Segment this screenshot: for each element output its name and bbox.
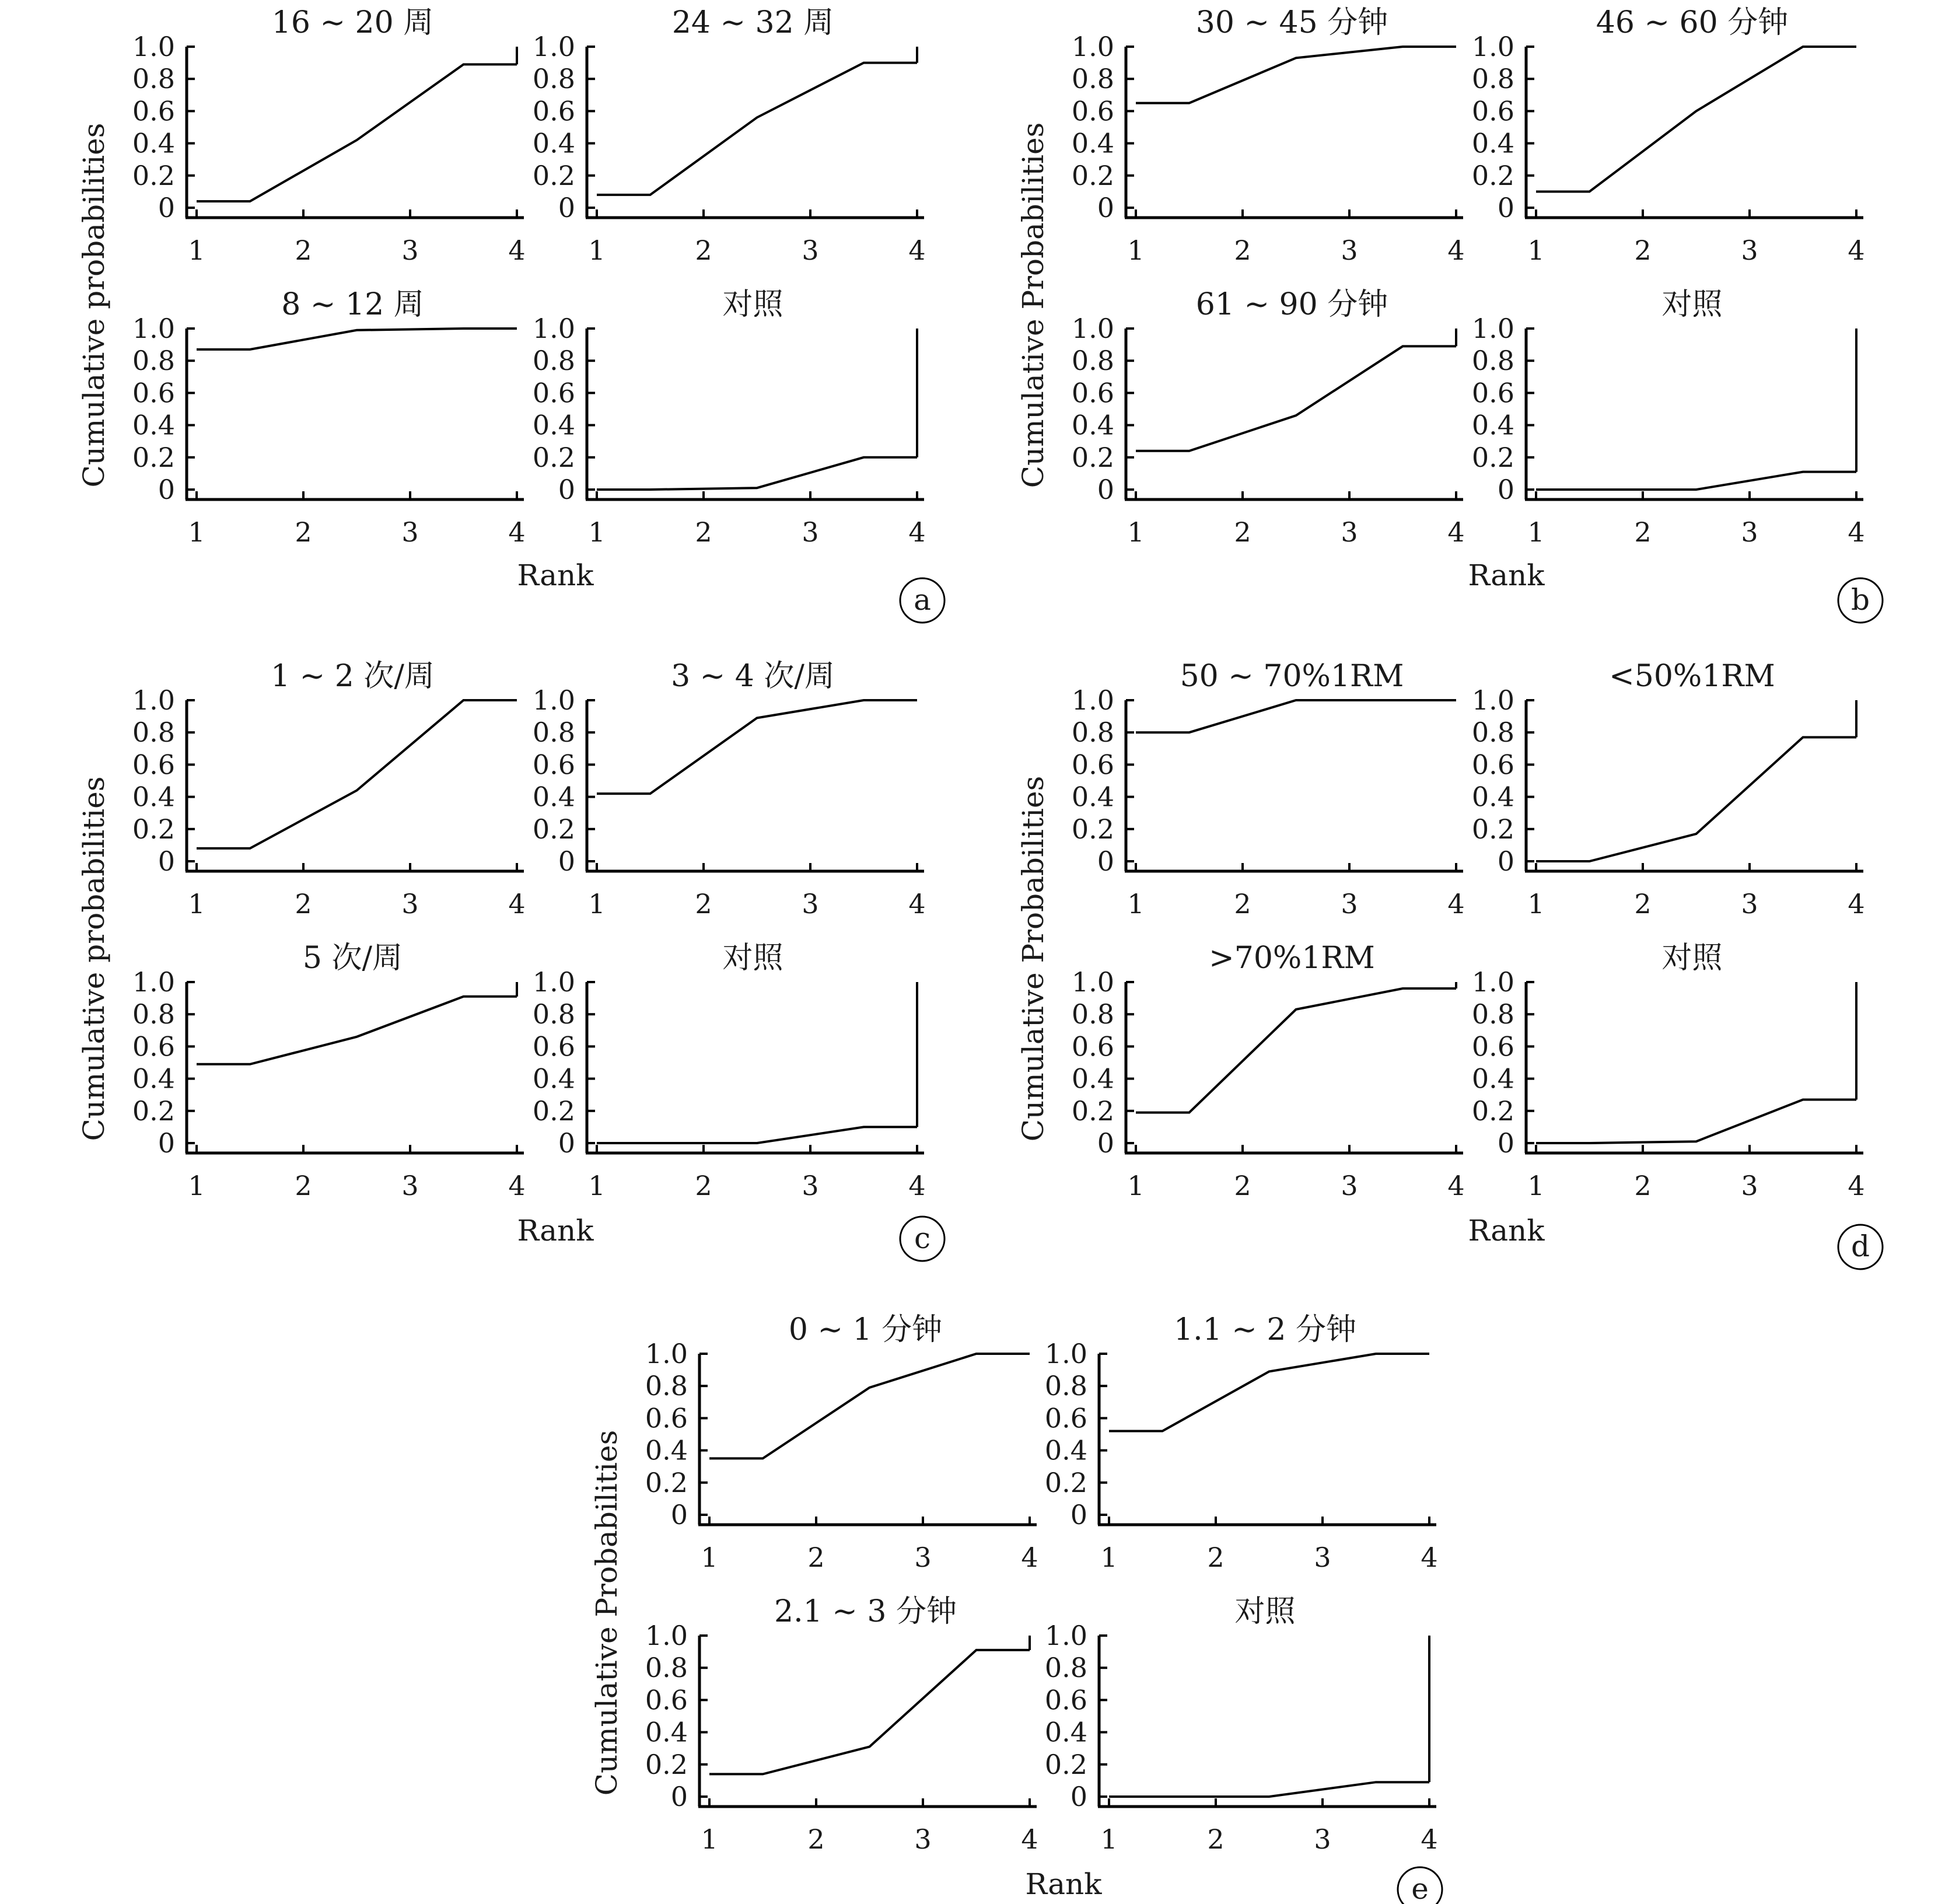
- chart-group-d: [1016, 659, 1883, 1269]
- cumulative-probability-line: [1136, 988, 1456, 1113]
- y-tick-label: 0.8: [1071, 345, 1114, 377]
- panel-d-3: [1072, 941, 1465, 1201]
- cumulative-probability-line: [1536, 47, 1856, 191]
- x-tick-label: 3: [1341, 235, 1358, 266]
- x-tick-label: 3: [401, 516, 419, 548]
- x-tick-label: 1: [188, 1170, 205, 1201]
- y-tick-label: 0.6: [1071, 377, 1114, 409]
- y-tick-label: 0.6: [132, 377, 175, 409]
- panel-title: 61 ~ 90 分钟: [1195, 287, 1388, 322]
- x-tick-label: 2: [295, 888, 312, 920]
- x-tick-label: 2: [695, 516, 712, 548]
- x-tick-label: 1: [1127, 1170, 1145, 1201]
- x-tick-label: 3: [1741, 888, 1758, 920]
- panel-c-1: [132, 659, 526, 920]
- y-tick-label: 0: [158, 474, 175, 505]
- y-tick-label: 0.6: [1471, 95, 1514, 127]
- y-tick-label: 0.6: [132, 1030, 175, 1063]
- x-axis-label: Rank: [1025, 1867, 1102, 1901]
- x-tick-label: 4: [1447, 888, 1465, 920]
- y-tick-label: 0.8: [1471, 63, 1514, 95]
- y-tick-label: 0.4: [645, 1716, 688, 1748]
- y-tick-label: 0.2: [645, 1466, 688, 1498]
- y-tick-label: 0.2: [1071, 1095, 1114, 1127]
- x-tick-label: 4: [908, 516, 926, 548]
- panel-title: 对照: [1661, 941, 1723, 976]
- x-tick-label: 1: [588, 235, 606, 266]
- x-tick-label: 2: [1234, 516, 1251, 548]
- cumulative-probability-line: [597, 1127, 917, 1143]
- x-tick-label: 4: [1447, 1170, 1465, 1201]
- x-axis-label: Rank: [1468, 558, 1545, 592]
- cumulative-probability-line: [197, 329, 517, 350]
- y-tick-label: 0: [1097, 474, 1114, 505]
- cumulative-probability-line: [709, 1354, 1030, 1458]
- y-tick-label: 0.8: [1471, 998, 1514, 1030]
- x-tick-label: 1: [1100, 1823, 1118, 1855]
- y-tick-label: 0.4: [132, 127, 175, 159]
- x-tick-label: 3: [1341, 888, 1358, 920]
- x-tick-label: 3: [401, 235, 419, 266]
- y-tick-label: 0.2: [532, 441, 575, 473]
- y-tick-label: 0.4: [532, 127, 575, 159]
- panel-a-3: [132, 287, 526, 548]
- cumulative-probability-line: [1109, 1782, 1429, 1797]
- y-tick-label: 0.2: [645, 1748, 688, 1780]
- y-tick-label: 0.8: [1071, 998, 1114, 1030]
- panel-title: 1.1 ~ 2 分钟: [1174, 1312, 1356, 1347]
- y-tick-label: 0.2: [1471, 1095, 1514, 1127]
- y-tick-label: 0.4: [1071, 409, 1114, 441]
- x-tick-label: 3: [802, 235, 819, 266]
- x-tick-label: 1: [1527, 235, 1545, 266]
- x-tick-label: 4: [1021, 1823, 1038, 1855]
- y-tick-label: 0.2: [1044, 1748, 1087, 1780]
- panel-letter: d: [1850, 1229, 1870, 1263]
- y-tick-label: 0: [1497, 474, 1514, 505]
- y-tick-label: 0.6: [1071, 749, 1114, 781]
- panel-a-2: [533, 5, 926, 266]
- y-tick-label: 0.6: [1471, 1030, 1514, 1063]
- panel-title: 46 ~ 60 分钟: [1596, 5, 1789, 40]
- x-tick-label: 3: [1741, 516, 1758, 548]
- y-tick-label: 1.0: [645, 1338, 688, 1370]
- y-tick-label: 1.0: [532, 31, 575, 62]
- x-axis-label: Rank: [517, 558, 594, 592]
- x-tick-label: 1: [1127, 235, 1145, 266]
- chart-group-c: [77, 659, 944, 1261]
- x-tick-label: 1: [1527, 888, 1545, 920]
- y-tick-label: 0.2: [1471, 813, 1514, 845]
- y-tick-label: 0.4: [532, 781, 575, 813]
- y-tick-label: 0.6: [532, 95, 575, 127]
- x-tick-label: 4: [1848, 516, 1865, 548]
- x-tick-label: 1: [588, 888, 606, 920]
- y-axis-label: Cumulative probabilities: [77, 776, 111, 1141]
- y-tick-label: 1.0: [1471, 31, 1514, 62]
- y-tick-label: 0: [670, 1499, 688, 1531]
- y-tick-label: 0.4: [1071, 781, 1114, 813]
- x-tick-label: 2: [1634, 516, 1652, 548]
- y-tick-label: 0: [558, 474, 575, 505]
- x-tick-label: 3: [914, 1823, 932, 1855]
- x-tick-label: 2: [295, 516, 312, 548]
- x-tick-label: 2: [1207, 1542, 1225, 1573]
- y-tick-label: 0.4: [1071, 127, 1114, 159]
- x-tick-label: 2: [695, 235, 712, 266]
- x-tick-label: 2: [295, 235, 312, 266]
- y-tick-label: 0.6: [1071, 1030, 1114, 1063]
- y-axis-label: Cumulative probabilities: [77, 123, 111, 488]
- y-tick-label: 0.4: [1044, 1434, 1087, 1466]
- x-tick-label: 3: [1314, 1542, 1331, 1573]
- panel-a-4: [533, 287, 926, 548]
- panel-title: 0 ~ 1 分钟: [788, 1312, 943, 1347]
- y-tick-label: 0.2: [1471, 159, 1514, 191]
- y-tick-label: 0.8: [1071, 63, 1114, 95]
- y-tick-label: 0.4: [1071, 1063, 1114, 1095]
- y-tick-label: 1.0: [132, 31, 175, 62]
- x-tick-label: 2: [1234, 888, 1251, 920]
- panel-title: 2.1 ~ 3 分钟: [774, 1594, 957, 1629]
- panel-e-1: [645, 1312, 1038, 1573]
- panel-title: 30 ~ 45 分钟: [1195, 5, 1388, 40]
- cumulative-probability-line: [1536, 1100, 1856, 1144]
- panel-title: 对照: [722, 287, 783, 322]
- y-tick-label: 0.4: [532, 409, 575, 441]
- x-tick-label: 2: [807, 1542, 825, 1573]
- y-tick-label: 0: [158, 1127, 175, 1159]
- x-axis-label: Rank: [517, 1214, 594, 1248]
- y-tick-label: 0.6: [1071, 95, 1114, 127]
- panel-title: <50%1RM: [1609, 659, 1775, 694]
- y-tick-label: 0.6: [532, 1030, 575, 1063]
- cumulative-probability-line: [597, 700, 917, 794]
- panel-e-2: [1045, 1312, 1438, 1573]
- cumulative-probability-line: [709, 1650, 1030, 1774]
- y-tick-label: 0.2: [1044, 1466, 1087, 1498]
- x-tick-label: 2: [1634, 888, 1652, 920]
- x-tick-label: 4: [508, 1170, 526, 1201]
- x-tick-label: 4: [1447, 516, 1465, 548]
- x-tick-label: 3: [401, 1170, 419, 1201]
- x-tick-label: 2: [807, 1823, 825, 1855]
- panel-d-2: [1472, 659, 1865, 920]
- y-tick-label: 0.4: [1471, 781, 1514, 813]
- y-tick-label: 0.2: [532, 1095, 575, 1127]
- y-tick-label: 0: [1097, 1127, 1114, 1159]
- panel-title: 3 ~ 4 次/周: [671, 659, 835, 694]
- x-tick-label: 3: [401, 888, 419, 920]
- y-tick-label: 0.6: [1471, 377, 1514, 409]
- x-tick-label: 3: [802, 1170, 819, 1201]
- y-tick-label: 0: [1070, 1499, 1087, 1531]
- x-tick-label: 1: [701, 1823, 718, 1855]
- panel-c-2: [533, 659, 926, 920]
- x-tick-label: 4: [908, 235, 926, 266]
- y-axis-label: Cumulative Probabilities: [1016, 775, 1050, 1142]
- panel-d-4: [1472, 941, 1865, 1201]
- panel-c-3: [132, 941, 526, 1201]
- y-tick-label: 0.6: [1471, 749, 1514, 781]
- x-tick-label: 1: [188, 235, 205, 266]
- y-tick-label: 0: [1497, 192, 1514, 223]
- cumulative-probability-line: [1109, 1354, 1429, 1431]
- y-tick-label: 0.4: [532, 1063, 575, 1095]
- x-tick-label: 1: [188, 888, 205, 920]
- panel-letter: e: [1411, 1872, 1429, 1904]
- y-tick-label: 0.4: [132, 409, 175, 441]
- y-tick-label: 0.6: [645, 1402, 688, 1434]
- y-tick-label: 0.4: [645, 1434, 688, 1466]
- x-tick-label: 4: [1447, 235, 1465, 266]
- y-tick-label: 1.0: [1071, 966, 1114, 998]
- y-tick-label: 0.8: [532, 63, 575, 95]
- y-tick-label: 0.6: [1044, 1684, 1087, 1716]
- cumulative-probability-line: [197, 997, 517, 1064]
- y-axis-label: Cumulative Probabilities: [590, 1430, 624, 1796]
- panel-c-4: [533, 941, 926, 1201]
- y-tick-label: 0: [158, 192, 175, 223]
- y-tick-label: 1.0: [132, 684, 175, 716]
- panel-title: 对照: [1661, 287, 1723, 322]
- y-tick-label: 1.0: [532, 966, 575, 998]
- x-tick-label: 1: [1127, 888, 1145, 920]
- y-tick-label: 0.6: [1044, 1402, 1087, 1434]
- x-tick-label: 1: [1527, 1170, 1545, 1201]
- y-tick-label: 0: [670, 1781, 688, 1812]
- y-tick-label: 0: [1497, 1127, 1514, 1159]
- x-tick-label: 1: [1527, 516, 1545, 548]
- y-tick-label: 1.0: [1044, 1338, 1087, 1370]
- x-tick-label: 4: [1848, 888, 1865, 920]
- y-tick-label: 0.8: [1044, 1652, 1087, 1684]
- x-tick-label: 3: [802, 516, 819, 548]
- cumulative-probability-line: [1536, 472, 1856, 490]
- x-tick-label: 3: [1341, 1170, 1358, 1201]
- y-tick-label: 0: [558, 192, 575, 223]
- cumulative-probability-line: [197, 64, 517, 201]
- y-tick-label: 0.6: [132, 749, 175, 781]
- y-tick-label: 0.4: [1471, 127, 1514, 159]
- y-tick-label: 1.0: [532, 684, 575, 716]
- y-tick-label: 0.6: [132, 95, 175, 127]
- x-tick-label: 2: [1234, 235, 1251, 266]
- panel-d-1: [1072, 659, 1465, 920]
- panel-letter: a: [914, 583, 931, 617]
- y-tick-label: 0.8: [532, 345, 575, 377]
- panel-letter: b: [1850, 583, 1870, 617]
- y-tick-label: 1.0: [1071, 313, 1114, 344]
- y-tick-label: 0.6: [645, 1684, 688, 1716]
- y-axis-label: Cumulative Probabilities: [1016, 122, 1050, 488]
- cumulative-probability-line: [1536, 738, 1856, 862]
- y-tick-label: 0.8: [132, 345, 175, 377]
- panel-title: 对照: [1234, 1594, 1296, 1629]
- y-tick-label: 0: [1097, 192, 1114, 223]
- cumulative-probability-line: [1136, 700, 1456, 732]
- panel-title: 8 ~ 12 周: [281, 287, 424, 322]
- y-tick-label: 0: [1070, 1781, 1087, 1812]
- chart-group-e: [590, 1312, 1442, 1904]
- x-tick-label: 4: [908, 888, 926, 920]
- x-tick-label: 4: [1421, 1823, 1438, 1855]
- panel-e-4: [1045, 1594, 1438, 1855]
- y-tick-label: 0.2: [1071, 441, 1114, 473]
- y-tick-label: 0.2: [532, 159, 575, 191]
- x-tick-label: 2: [1234, 1170, 1251, 1201]
- chart-group-b: [1016, 5, 1883, 623]
- y-tick-label: 0.2: [1071, 813, 1114, 845]
- panel-a-1: [132, 5, 526, 266]
- panel-title: 50 ~ 70%1RM: [1180, 659, 1404, 694]
- y-tick-label: 1.0: [1471, 313, 1514, 344]
- y-tick-label: 0: [158, 846, 175, 877]
- x-tick-label: 1: [588, 1170, 606, 1201]
- x-tick-label: 1: [1100, 1542, 1118, 1573]
- y-tick-label: 1.0: [1471, 684, 1514, 716]
- y-tick-label: 0.8: [1471, 345, 1514, 377]
- y-tick-label: 0.2: [1071, 159, 1114, 191]
- cumulative-probability-line: [597, 63, 917, 195]
- panel-title: 对照: [722, 941, 783, 976]
- y-tick-label: 0.4: [1044, 1716, 1087, 1748]
- cumulative-probability-line: [1136, 346, 1456, 450]
- y-tick-label: 0.8: [132, 63, 175, 95]
- x-tick-label: 2: [695, 1170, 712, 1201]
- panel-b-4: [1472, 287, 1865, 548]
- y-tick-label: 1.0: [132, 313, 175, 344]
- x-tick-label: 2: [1634, 1170, 1652, 1201]
- x-tick-label: 3: [1314, 1823, 1331, 1855]
- y-tick-label: 0.2: [532, 813, 575, 845]
- y-tick-label: 1.0: [1471, 966, 1514, 998]
- x-tick-label: 2: [295, 1170, 312, 1201]
- y-tick-label: 1.0: [1044, 1620, 1087, 1651]
- y-tick-label: 0.8: [132, 998, 175, 1030]
- x-tick-label: 1: [1127, 516, 1145, 548]
- y-tick-label: 0.2: [1471, 441, 1514, 473]
- y-tick-label: 1.0: [1071, 684, 1114, 716]
- panel-b-1: [1072, 5, 1465, 266]
- panel-title: >70%1RM: [1209, 941, 1375, 976]
- panel-title: 16 ~ 20 周: [271, 5, 434, 40]
- y-tick-label: 0.8: [532, 717, 575, 749]
- y-tick-label: 0: [558, 1127, 575, 1159]
- y-tick-label: 0.4: [1471, 1063, 1514, 1095]
- chart-group-a: [77, 5, 944, 623]
- y-tick-label: 0.4: [132, 781, 175, 813]
- x-tick-label: 3: [1741, 1170, 1758, 1201]
- cumulative-probability-line: [597, 457, 917, 490]
- y-tick-label: 0.6: [532, 749, 575, 781]
- x-tick-label: 3: [914, 1542, 932, 1573]
- x-tick-label: 3: [1741, 235, 1758, 266]
- x-tick-label: 4: [908, 1170, 926, 1201]
- y-tick-label: 0.8: [645, 1652, 688, 1684]
- x-tick-label: 4: [508, 235, 526, 266]
- y-tick-label: 0.2: [132, 1095, 175, 1127]
- x-tick-label: 2: [1207, 1823, 1225, 1855]
- x-tick-label: 2: [695, 888, 712, 920]
- y-tick-label: 0.4: [132, 1063, 175, 1095]
- x-tick-label: 1: [588, 516, 606, 548]
- y-tick-label: 1.0: [1071, 31, 1114, 62]
- panel-title: 24 ~ 32 周: [671, 5, 834, 40]
- y-tick-label: 0.8: [132, 717, 175, 749]
- y-tick-label: 0: [1097, 846, 1114, 877]
- panel-title: 1 ~ 2 次/周: [271, 659, 435, 694]
- cumulative-probability-line: [1136, 47, 1456, 103]
- y-tick-label: 0.8: [532, 998, 575, 1030]
- x-axis-label: Rank: [1468, 1214, 1545, 1248]
- y-tick-label: 0.8: [1071, 717, 1114, 749]
- y-tick-label: 0.2: [132, 813, 175, 845]
- y-tick-label: 1.0: [132, 966, 175, 998]
- y-tick-label: 0.6: [532, 377, 575, 409]
- panel-b-3: [1072, 287, 1465, 548]
- y-tick-label: 0.8: [1471, 717, 1514, 749]
- panel-letter: c: [914, 1221, 931, 1255]
- y-tick-label: 0: [558, 846, 575, 877]
- x-tick-label: 3: [802, 888, 819, 920]
- x-tick-label: 2: [1634, 235, 1652, 266]
- x-tick-label: 4: [1848, 235, 1865, 266]
- x-tick-label: 1: [701, 1542, 718, 1573]
- x-tick-label: 3: [1341, 516, 1358, 548]
- cumulative-probability-line: [197, 700, 517, 848]
- y-tick-label: 0.2: [132, 441, 175, 473]
- y-tick-label: 1.0: [532, 313, 575, 344]
- y-tick-label: 0.2: [132, 159, 175, 191]
- y-tick-label: 1.0: [645, 1620, 688, 1651]
- y-tick-label: 0: [1497, 846, 1514, 877]
- y-tick-label: 0.4: [1471, 409, 1514, 441]
- x-tick-label: 4: [1848, 1170, 1865, 1201]
- y-tick-label: 0.8: [645, 1370, 688, 1402]
- y-tick-label: 0.8: [1044, 1370, 1087, 1402]
- x-tick-label: 4: [508, 516, 526, 548]
- x-tick-label: 4: [508, 888, 526, 920]
- x-tick-label: 1: [188, 516, 205, 548]
- x-tick-label: 4: [1421, 1542, 1438, 1573]
- x-tick-label: 4: [1021, 1542, 1038, 1573]
- panel-b-2: [1472, 5, 1865, 266]
- panel-title: 5 次/周: [302, 941, 403, 976]
- panel-e-3: [645, 1594, 1038, 1855]
